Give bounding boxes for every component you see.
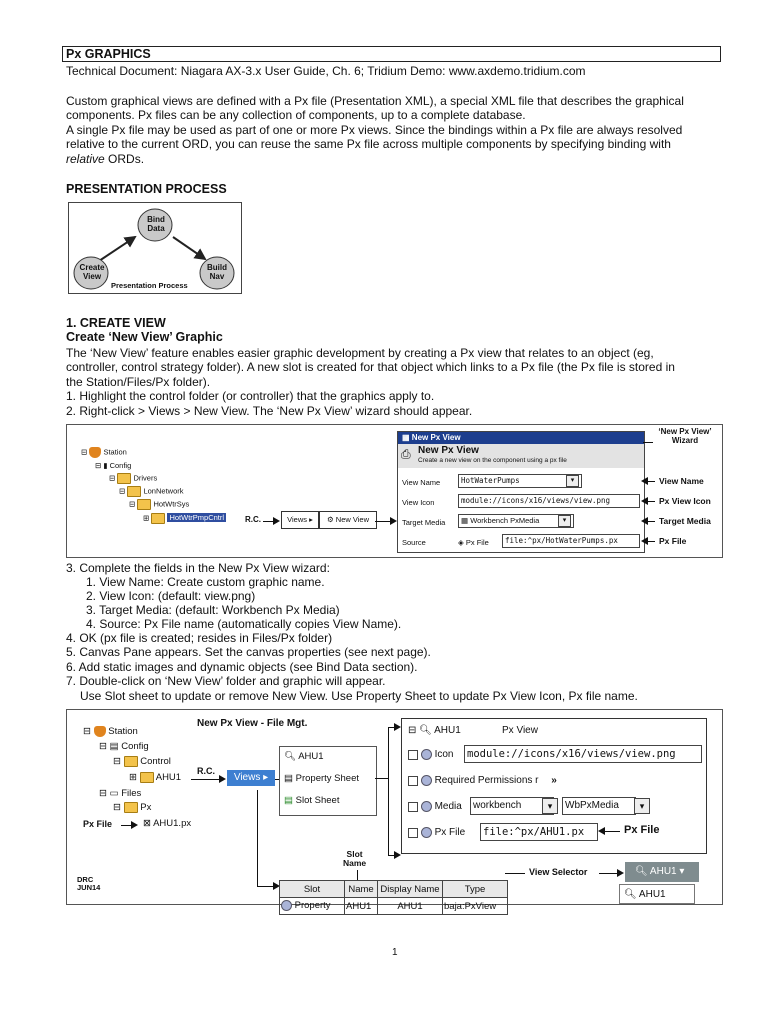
step-7: 7. Double-click on ‘New View’ folder and graphic will appear. bbox=[66, 674, 386, 688]
target-media-icon: ▦ bbox=[461, 516, 469, 525]
new-view-icon: ⚙ bbox=[326, 515, 334, 524]
create-view-heading: 1. CREATE VIEW bbox=[66, 316, 166, 330]
cell-slot: Property bbox=[280, 898, 345, 915]
page-number: 1 bbox=[392, 947, 398, 958]
slot-sheet-connector bbox=[257, 790, 258, 886]
tree2-config: ⊟ ▤ Config bbox=[99, 741, 149, 752]
tree-station: ⊟ Station bbox=[81, 447, 127, 457]
wizard-banner-title: New Px View bbox=[418, 445, 479, 456]
tree2-files: ⊟ ▭ Files bbox=[99, 788, 142, 799]
create-line-1: The ‘New View’ feature enables easier graphic development by creating a Px view that relates to an object (eg, bbox=[66, 346, 654, 360]
wizard-banner bbox=[398, 444, 644, 468]
fig2-views-menu[interactable]: Views ▸ bbox=[227, 770, 275, 786]
table-row[interactable] bbox=[280, 898, 508, 915]
folder-icon bbox=[124, 802, 138, 813]
cell-name: AHU1 bbox=[345, 898, 378, 915]
wizard-titlebar: ▦ New Px View bbox=[398, 432, 644, 444]
label-target-media: Target Media bbox=[402, 518, 446, 527]
input-px-file[interactable]: file:^px/HotWaterPumps.px bbox=[502, 534, 640, 548]
slot-table-header bbox=[280, 881, 508, 898]
step-3-4: 4. Source: Px File name (automatically copies View Name). bbox=[86, 617, 402, 631]
media-dropdown-2[interactable]: ▾ bbox=[634, 798, 650, 814]
step-3-2: 2. View Icon: (default: view.png) bbox=[86, 589, 256, 603]
slot-name-caption: Slot Name bbox=[343, 849, 367, 868]
folder-icon bbox=[140, 772, 154, 783]
target-media-dropdown[interactable]: ▾ bbox=[558, 515, 571, 527]
intro-line-5 bbox=[66, 152, 722, 166]
folder-icon bbox=[137, 499, 151, 510]
slot-icon bbox=[421, 775, 432, 786]
step-3-3: 3. Target Media: (default: Workbench Px Media) bbox=[86, 603, 340, 617]
step-6: 6. Add static images and dynamic objects (see Bind Data section). bbox=[66, 660, 418, 674]
slot-icon bbox=[421, 801, 432, 812]
prop-req-label: Required Permissions r » bbox=[408, 775, 557, 786]
select-target-media[interactable]: ▦ Workbench PxMedia bbox=[458, 514, 574, 528]
prop-icon-label: Icon bbox=[408, 749, 453, 760]
prop-media-label: Media bbox=[408, 801, 462, 812]
node-build-nav: Build Nav bbox=[207, 263, 227, 281]
station-icon bbox=[89, 447, 101, 458]
document-subtitle: Technical Document: Niagara AX-3.x User Guide, Ch. 6; Tridium Demo: www.axdemo.tridium.com bbox=[66, 64, 586, 78]
slot-icon bbox=[421, 827, 432, 838]
tree-hotwtrsys: ⊟ HotWtrSys bbox=[129, 499, 190, 509]
create-step-2: 2. Right-click > Views > New View. The ‘New Px View’ wizard should appear. bbox=[66, 404, 473, 418]
cell-type: baja:PxView bbox=[443, 898, 508, 915]
prop-icon-value[interactable]: module://icons/x16/views/view.png bbox=[464, 745, 702, 763]
step-3: 3. Complete the fields in the New Px View wizard: bbox=[66, 561, 330, 575]
col-display-name[interactable]: Display Name bbox=[378, 881, 443, 898]
col-name[interactable]: Name bbox=[345, 881, 378, 898]
create-line-2: controller, control strategy folder). A new slot is created for that object which links to a Px file (the Px file is stored in bbox=[66, 360, 675, 374]
prop-head-type: Px View bbox=[502, 725, 538, 736]
property-sheet bbox=[401, 718, 707, 854]
presentation-diagram bbox=[68, 202, 242, 294]
intro-line-2: components. Px files can be any collection of components, up to a complete database. bbox=[66, 108, 526, 122]
input-view-name[interactable]: HotWaterPumps bbox=[458, 474, 582, 488]
cell-display-name: AHU1 bbox=[378, 898, 443, 915]
prop-media-select-2[interactable]: WbPxMedia bbox=[562, 797, 636, 815]
prop-px-value[interactable]: file:^px/AHU1.px bbox=[480, 823, 598, 841]
intro-line-3: A single Px file may be used as part of one or more Px views. Since the bindings within a Px file are always resolved bbox=[66, 123, 683, 137]
tree2-control: ⊟ Control bbox=[113, 756, 171, 768]
wizard-icon: ▦ bbox=[402, 433, 410, 442]
wizard-banner-desc: Create a new view on the component using a px file bbox=[418, 457, 567, 464]
more-icon[interactable]: » bbox=[551, 775, 557, 787]
input-view-icon[interactable]: module://icons/x16/views/view.png bbox=[458, 494, 640, 508]
col-type[interactable]: Type bbox=[443, 881, 508, 898]
new-px-view-wizard bbox=[397, 431, 645, 553]
label-source: Source bbox=[402, 538, 426, 547]
tree-hotwtrpmpcntrl[interactable]: ⊞ HotWtrPmpCntrl bbox=[143, 513, 225, 523]
intro-line-5-tail: ORDs. bbox=[104, 152, 145, 166]
slot-icon bbox=[421, 749, 432, 760]
folder-icon bbox=[117, 473, 131, 484]
views-menu[interactable]: Views ▸ bbox=[281, 511, 319, 529]
create-line-3: the Station/Files/Px folder). bbox=[66, 375, 211, 389]
step-5: 5. Canvas Pane appears. Set the canvas properties (see next page). bbox=[66, 645, 431, 659]
source-pxfile-label: ◈ Px File bbox=[458, 538, 489, 547]
view-selector[interactable]: 🔍︎ AHU1 ▾ bbox=[625, 862, 699, 882]
callout-px-file: Px File bbox=[659, 536, 687, 546]
station-icon bbox=[94, 726, 106, 737]
label-view-icon: View Icon bbox=[402, 498, 435, 507]
drc-stamp: DRC JUN14 bbox=[77, 875, 101, 892]
label-view-name: View Name bbox=[402, 478, 441, 487]
col-slot[interactable]: Slot bbox=[280, 881, 345, 898]
tree2-station: ⊟ Station bbox=[83, 726, 138, 738]
menu-ahu1[interactable]: 🔍︎ AHU1 bbox=[284, 751, 324, 762]
expand-box[interactable] bbox=[408, 828, 418, 838]
intro-line-1: Custom graphical views are defined with a Px file (Presentation XML), a special XML file that describes the graphical bbox=[66, 94, 684, 108]
context-menu bbox=[279, 746, 377, 816]
tree-config: ⊟ ▮ Config bbox=[95, 461, 132, 470]
view-selector-caption: View Selector bbox=[529, 867, 588, 877]
figure-file-mgt bbox=[66, 709, 723, 912]
prop-media-select-1[interactable]: workbench bbox=[470, 797, 554, 815]
callout-view-icon: Px View Icon bbox=[659, 496, 711, 506]
node-create-view: Create View bbox=[79, 263, 105, 281]
label-px-file: Px File bbox=[83, 819, 113, 829]
new-view-menu-item[interactable]: ⚙ New View bbox=[319, 511, 377, 529]
wizard-banner-icon: ⎙ bbox=[401, 447, 411, 461]
slot-table bbox=[279, 880, 508, 915]
fig2-rc-label: R.C. bbox=[197, 766, 215, 776]
slot-sheet-icon: ▤ bbox=[284, 795, 293, 806]
callout-view-name: View Name bbox=[659, 476, 704, 486]
expand-box[interactable] bbox=[408, 750, 418, 760]
folder-icon bbox=[124, 756, 138, 767]
intro-line-4: relative to the current ORD, you can reuse the same Px file across multiple components by specifying binding with bbox=[66, 137, 671, 151]
figure-new-px-view bbox=[66, 424, 723, 558]
presentation-heading: PRESENTATION PROCESS bbox=[66, 182, 227, 196]
tree2-ahu1px[interactable]: ⊠ AHU1.px bbox=[143, 818, 192, 829]
step-3-1: 1. View Name: Create custom graphic name. bbox=[86, 575, 325, 589]
tree-drivers: ⊟ Drivers bbox=[109, 473, 158, 483]
media-dropdown-1[interactable]: ▾ bbox=[542, 798, 558, 814]
callout-prop-px-file: Px File bbox=[624, 824, 660, 836]
callout-target-media: Target Media bbox=[659, 516, 711, 526]
menu-slot-sheet[interactable]: ▤ Slot Sheet bbox=[284, 795, 340, 806]
expand-box[interactable] bbox=[408, 802, 418, 812]
intro-italic: relative bbox=[66, 152, 105, 166]
document-title: Px GRAPHICS bbox=[62, 46, 721, 62]
step-4: 4. OK (px file is created; resides in Files/Px folder) bbox=[66, 631, 333, 645]
view-name-dropdown[interactable]: ▾ bbox=[566, 475, 579, 487]
prop-px-label: Px File bbox=[408, 827, 465, 838]
step-7b: Use Slot sheet to update or remove New View. Use Property Sheet to update Px View Icon, Px file name. bbox=[80, 689, 638, 703]
expand-box[interactable] bbox=[408, 776, 418, 786]
menu-property-sheet[interactable]: ▤ Property Sheet bbox=[284, 773, 359, 784]
callout-wizard: ‘New Px View’ Wizard bbox=[658, 427, 712, 445]
fig2-title: New Px View - File Mgt. bbox=[197, 718, 308, 729]
tree2-px: ⊟ Px bbox=[113, 802, 152, 814]
rc-label: R.C. bbox=[245, 515, 261, 524]
node-bind-data: Bind Data bbox=[147, 215, 165, 233]
folder-icon bbox=[127, 486, 141, 497]
tree2-ahu1[interactable]: ⊞ AHU1 bbox=[129, 772, 182, 784]
diagram-caption: Presentation Process bbox=[111, 281, 188, 290]
create-view-subheading: Create ‘New View’ Graphic bbox=[66, 330, 223, 344]
create-step-1: 1. Highlight the control folder (or controller) that the graphics apply to. bbox=[66, 389, 435, 403]
view-selector-item[interactable]: 🔍︎ AHU1 bbox=[619, 884, 695, 904]
px-file-icon: ⊠ bbox=[143, 818, 151, 829]
prop-head: ⊟ 🔍︎ AHU1 bbox=[408, 725, 461, 736]
folder-icon bbox=[151, 513, 165, 524]
tree-lonnetwork: ⊟ LonNetwork bbox=[119, 486, 184, 496]
slot-icon bbox=[281, 900, 292, 911]
